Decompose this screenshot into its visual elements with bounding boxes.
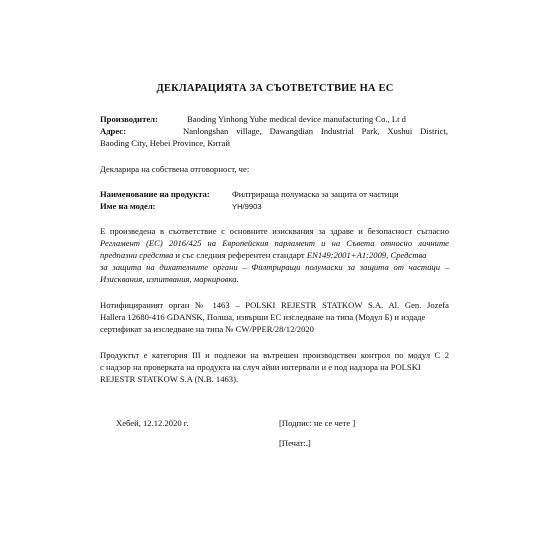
declaration-text: Декларира на собствена отговорност, че: bbox=[100, 164, 250, 174]
conformity-line-3b: и със следния референтен стандарт bbox=[173, 250, 307, 260]
product-name-value: Филтрираща полумаска за защита от частици bbox=[232, 189, 399, 199]
address-line-2: Baoding City, Hebei Province, Китай bbox=[100, 138, 230, 148]
signature-placeholder: [Подпис: не се чете ] bbox=[279, 418, 356, 428]
category-line-2: с надзор на проверката на продукта на случ айни интервали и е под надзора на POLSKI bbox=[100, 362, 421, 372]
conformity-line-5: Изисквания, изпитвания, маркировка. bbox=[100, 274, 239, 284]
model-name-value: YH/9903 bbox=[232, 202, 262, 211]
manufacturer-label: Производител: bbox=[100, 114, 158, 124]
notified-line-1: Нотифицираният орган № 1463 – POLSKI REJESTR STATKOW S.A. Al. Gen. Jozefa bbox=[100, 300, 449, 310]
stamp-placeholder: [Печат:.] bbox=[279, 438, 311, 448]
conformity-line-3 bbox=[100, 250, 426, 261]
conformity-line-3a: предпазни средства bbox=[100, 250, 174, 260]
model-name-label: Име на модел: bbox=[100, 201, 156, 211]
category-line-3: REJESTR STATKOW S.A (N.B. 1463). bbox=[100, 374, 239, 384]
conformity-line-2: Регламент (ЕС) 2016/425 на Европейския парламент и на Съвета относно личните bbox=[100, 238, 449, 248]
category-line-1: Продуктът е категория III и подлежи на вътрешен производствен контрол по модул С 2 bbox=[100, 350, 449, 360]
conformity-line-1: Е произведена в съответствие с основните изисквания за здраве и безопасност съгласно bbox=[100, 226, 449, 236]
address-line-1: Nanlongshan village, Dawangdian Industrial Park, Xushui District, bbox=[183, 126, 448, 136]
address-label: Адрес: bbox=[100, 126, 126, 136]
document-title: ДЕКЛАРАЦИЯТА ЗА СЪОТВЕТСТВИЕ НА ЕС bbox=[156, 83, 394, 94]
manufacturer-value: Baoding Yinhong Yuhe medical device manufacturing Co., Lt d bbox=[187, 114, 406, 124]
place-date: Хебей, 12.12.2020 г. bbox=[116, 418, 189, 428]
conformity-line-3c: EN149:2001+A1:2009, Средства bbox=[306, 250, 427, 260]
product-name-label: Наименование на продукта: bbox=[100, 189, 210, 199]
notified-line-3: сертификат за изследване на типа № CW/PPER/28/12/2020 bbox=[100, 324, 314, 334]
conformity-line-4: за защита на дихателните органи – Филтриращи полумаски за защита от частици – bbox=[100, 262, 449, 272]
notified-line-2: Hallera 12680-416 GDANSK, Полша, извърши ЕС изследване на типа (Модул Б) и издаде bbox=[100, 312, 426, 322]
